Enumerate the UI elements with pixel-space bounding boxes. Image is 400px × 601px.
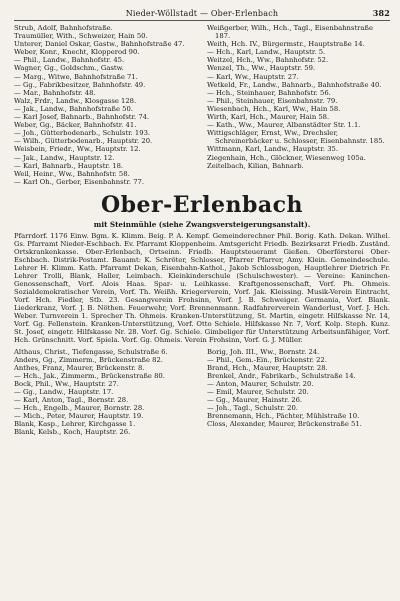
list-item: — Hch., Engelb., Maurer, Bornstr. 28.: [14, 404, 145, 413]
list-item: — Mar., Bahnhofstr. 48.: [14, 88, 96, 97]
list-item: Zeitelbach, Kilian, Bahnarb.: [207, 161, 304, 170]
list-item: Althaus, Christ., Tiefengasse, Schulstraße 6.: [14, 347, 168, 356]
list-item: Wagner, Gg., Goldschm., Gastw.: [14, 64, 124, 73]
list-item: — Kath., Ww., Maurer, Albanstädter Str. 1.1.: [207, 121, 361, 130]
list-item: Weitzel, Hch., Ww., Bahnhofstr. 52.: [207, 56, 329, 65]
list-item: — Wilh., Gütterbodenarb., Hauptstr. 20.: [14, 137, 153, 146]
list-item: Weisbein, Friedr., Ww., Hauptstr. 12.: [14, 145, 141, 154]
list-item: Wirth, Karl, Hch., Maurer, Hain 58.: [207, 113, 330, 122]
list-item: Brand, Hch., Maurer, Hauptstr. 28.: [207, 363, 328, 372]
list-item: — Jak., Landw., Bahnhofstraße 50.: [14, 104, 133, 113]
list-item: — Marg., Witwe, Bahnhofstraße 71.: [14, 72, 138, 81]
list-item: — Anton, Maurer, Schulstr. 20.: [207, 379, 314, 388]
page-header: [14, 8, 390, 21]
list-item: Wenzel, Th., Ww., Hauptstr. 59.: [207, 64, 316, 73]
list-item: Blank, Kelsb., Koch, Hauptstr. 26.: [14, 428, 131, 437]
running-title: Nieder-Wöllstadt — Ober-Erlenbach: [125, 9, 279, 18]
list-item: — Gg., Fabrikbesitzer, Bahnhofstr. 49.: [14, 80, 146, 89]
list-item: Weith, Hch. IV., Bürgermstr., Hauptstraße 14.: [207, 40, 365, 49]
list-item: Wittigschläger, Ernst, Ww., Drechsler, Schreinerbäcker u. Schlosser, Eisenbahnstr. 185.: [207, 129, 385, 146]
list-item: Weber, Gg., Bäcker, Bahnhofstr. 41.: [14, 121, 137, 130]
list-item: Traumüller, With., Schweizer, Hain 50.: [14, 32, 148, 41]
list-item: — Karl, Bahnarb., Hauptstr. 18.: [14, 161, 124, 170]
section-title: Ober-Erlenbach: [100, 191, 303, 218]
list-item: — Emil, Maurer, Schulstr. 20.: [207, 388, 309, 396]
list-item: Walz, Frdr., Landw., Klosgasse 128.: [14, 96, 137, 105]
list-item: Anthes, Franz, Maurer, Brückenstr. 8.: [14, 363, 145, 372]
list-item: Closs, Alexander, Maurer, Brückenstraße 51.: [207, 420, 362, 429]
list-item: — Karl, Ww., Hauptstr. 27.: [207, 72, 299, 81]
list-item: Ziegenhain, Hch., Glöckner, Wiesenweg 105a.: [207, 153, 366, 162]
list-item: Weber, Konr., Knecht, Klopperod 90.: [14, 48, 140, 57]
list-item: — Karl Oh., Gerber, Eisenbahnstr. 77.: [14, 177, 145, 186]
list-item: — Karl Josef, Bahnarb., Bahnhofstr. 74.: [14, 113, 150, 122]
list-item: Bock, Phil., Ww., Hauptstr. 27.: [14, 379, 119, 388]
list-item: — Phil., Steinhauer, Eisenbahnstr. 79.: [207, 96, 338, 105]
list-item: — Hch., Karl, Landw., Hauptstr. 5.: [207, 48, 326, 57]
top-right-column: [207, 24, 390, 186]
list-item: — Phil., Landw., Bahnhofstr. 45.: [14, 56, 125, 65]
list-item: — Phil., Gem.-Ein., Brückenstr. 22.: [207, 355, 327, 364]
section-body: Pfarrdorf. 1176 Einw. Bgm. K. Klimm. Beig. P. A. Kempf. Gemeinderechner Phil. Borig. Kath. Dekan. Wilhel. Gs. Pfarramt Nieder-Eschbach. Ev. Pfarramt Kloppenheim. Amtsgericht Friedb. Bezirksarzt Friedb. Zuständ. Ortskrankenkasse. Ober-Erlenbach, Ortseinn. Friedb. Hauptsteueramt Gießen. Oberförsterei Ober-Eschbach. Distrik-Postamt. Bauamt: K. Schröter, Schlosser, Pfarrer Pfarrer, Amy. Klein. Gemeindeschule. Lehrer H. Klimm. Kath. Pfarramt Dekan, Eisenbahn-Kathol., Jakob Schlossbogen, Hauptlehrer Dietrich Fr. Lehrer Trolli, Blank, Haller, Leimbach. Kleinkinderschule (Schulschwester). — Vereine: Kaninchen-Genossenschaft, Vorf. Alois Haas. Spar- u. Leihkasse. Kraftgenossenschaft, Vorf. Ph. Ohmeis. Sozialdemokratischer Verein, Vorf. Th. Weißh. Kriegerverein, Vorf. Jak. Kleissing. Musik-Verein Eintracht, Vorf. Hch. Fiedler, Stb. 23. Gesangverein Frohsinn, Vorf. J. B. Schweiger. Germania, Vorf. Blank. Liederkranz, Vorf. J. B. Nöthen. Feuerwehr, Vorf. Brennenmann. Radfahrerverein Wanderlust, Vorf. J. Hch. Weber. Turnverein 1. Sprecher Th. Ohmeis. Kranken-Unterstützung, St. Martin, eingetr. Hilfskasse Nr. 14, Vorf. Gg. Fellenstein. Kranken-Unterstützung, Vorf. Otto Schiele. Hilfskasse Nr. 7, Vorf. Kolp. Steph. Kunz. St. Josef, eingetr. Hilfskasse Nr. 28. Vorf. Gg. Schiele. Gimbeliger für Unterstützung Arbeitsunfähiger, Vorf. Hch. Grünschnitt. Vorf. Spiela. Vorf. Gg. Ohmeis. Verein Frohsinn, Vorf. G. J. Müller.: [14, 231, 390, 345]
bottom-right-column: [207, 348, 390, 437]
page-number: 382: [372, 8, 390, 18]
list-item: — Joh., Tagl., Schulstr. 20.: [207, 404, 298, 413]
list-item: Anders, Gg., Zimmerm., Brückenstraße 82.: [14, 355, 163, 364]
list-item: Wittmann, Karl, Landw., Hauptstr. 35.: [207, 145, 339, 154]
list-item: Unterer, Daniel Oskar, Gastw., Bahnhofstraße 47.: [14, 40, 185, 49]
list-item: Brennemann, Hch., Pächter, Mühlstraße 10.: [207, 412, 360, 421]
list-item: Borig, Joh. III., Ww., Bornstr. 24.: [207, 347, 320, 356]
list-item: — Hch., Jak., Zimmerm., Brückenstraße 80.: [14, 371, 165, 380]
bottom-columns: [14, 348, 390, 437]
top-columns: [14, 24, 390, 186]
list-item: — Gg., Maurer, Hainstr. 26.: [207, 396, 303, 405]
top-left-column: [14, 24, 197, 186]
list-item: Wetkeld, Fr., Landw., Bahnarb., Bahnhofstraße 40.: [207, 80, 382, 89]
list-item: — Mich., Peter, Maurer, Hauptstr. 19.: [14, 412, 144, 421]
list-item: Weißgerber, Wilh., Hch., Tagl., Eisenbahnstraße 187.: [207, 24, 373, 41]
list-item: — Gg., Landw., Hauptstr. 17.: [14, 388, 114, 396]
list-item: — Joh., Gütterbodenarb., Schulstr. 193.: [14, 129, 151, 138]
bottom-left-column: [14, 348, 197, 437]
list-item: Blank, Kasp., Lehrer, Kirchgasse 1.: [14, 420, 136, 429]
list-item: — Jak., Landw., Hauptstr. 12.: [14, 153, 115, 162]
list-item: — Hch., Steinhauer, Bahnhofstr. 56.: [207, 88, 331, 97]
list-item: — Karl, Anton, Tagl., Bornstr. 28.: [14, 396, 129, 405]
list-item: Brenkel, Andr., Fabrikarb., Schulstraße 14.: [207, 371, 356, 380]
list-item: Wiesenbach, Hch., Karl, Ww., Hain 58.: [207, 104, 341, 113]
list-item: Weil, Heinr., Ww., Bahnhofstr. 58.: [14, 169, 130, 178]
list-item: Strub, Adolf, Bahnhofstraße.: [14, 24, 113, 32]
section-subtitle: mit Steinmühle (siehe Zwangsversteigerungsanstalt).: [93, 219, 311, 229]
